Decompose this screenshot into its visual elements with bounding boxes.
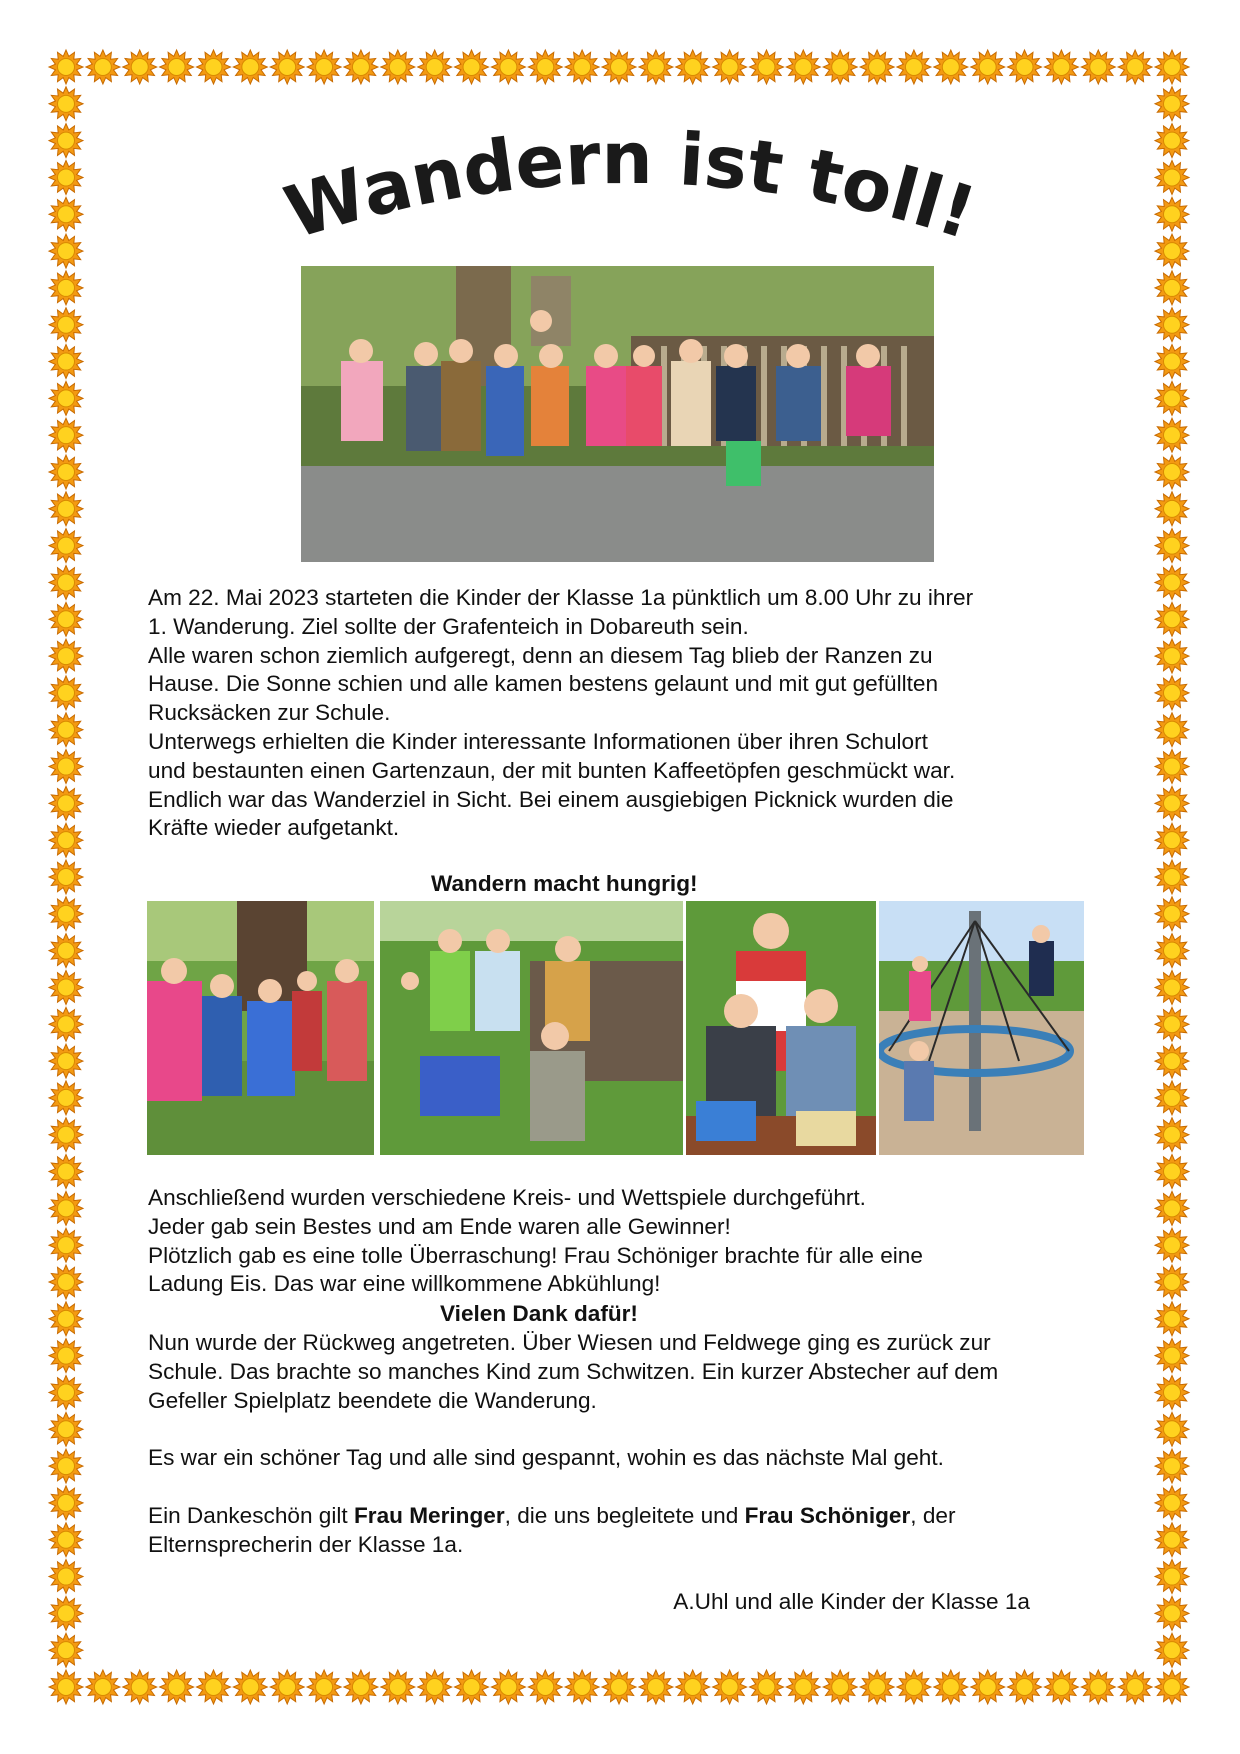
intro-paragraph (148, 584, 1108, 843)
games-line: Jeder gab sein Bestes und am Ende waren alle Gewinner! (148, 1213, 731, 1239)
intro-line: Unterwegs erhielten die Kinder interessante Informationen über ihren Schulort (148, 728, 928, 754)
page-title-text: Wandern ist toll! (275, 118, 986, 256)
sun-icon (1155, 1596, 1189, 1630)
sun-icon (1155, 308, 1189, 342)
sun-icon (49, 529, 83, 563)
picnic-photo-2 (380, 901, 683, 1155)
sun-icon (860, 50, 894, 84)
sun-icon (197, 50, 231, 84)
sun-icon (897, 1670, 931, 1704)
sun-icon (1155, 1412, 1189, 1446)
sun-icon (1155, 639, 1189, 673)
sun-icon (786, 1670, 820, 1704)
sun-icon (1155, 1081, 1189, 1115)
sun-icon (270, 50, 304, 84)
sun-icon (1155, 676, 1189, 710)
sun-icon (1155, 124, 1189, 158)
sun-icon (1155, 971, 1189, 1005)
sun-icon (49, 1670, 83, 1704)
sun-icon (1008, 1670, 1042, 1704)
sun-icon (639, 1670, 673, 1704)
sun-icon (1155, 1191, 1189, 1225)
sun-icon (1155, 1155, 1189, 1189)
ack-text: , der (910, 1503, 956, 1528)
sun-icon (1155, 1560, 1189, 1594)
sun-icon (1044, 1670, 1078, 1704)
acknowledgement-line-2: Elternsprecherin der Klasse 1a. (148, 1531, 464, 1557)
sun-icon (49, 566, 83, 600)
sun-icon (49, 823, 83, 857)
sun-icon (49, 1412, 83, 1446)
sun-icon (49, 676, 83, 710)
sun-icon (49, 1191, 83, 1225)
sun-icon (750, 1670, 784, 1704)
sun-icon (49, 1486, 83, 1520)
sun-icon (676, 50, 710, 84)
sun-icon (1008, 50, 1042, 84)
sun-icon (49, 1302, 83, 1336)
sun-icon (49, 750, 83, 784)
sun-icon (491, 1670, 525, 1704)
sun-icon (1155, 1044, 1189, 1078)
sun-icon (123, 1670, 157, 1704)
sun-icon (197, 1670, 231, 1704)
games-line: Anschließend wurden verschiedene Kreis- und Wettspiele durchgeführt. (148, 1185, 866, 1210)
sun-icon (1155, 87, 1189, 121)
sun-icon (344, 50, 378, 84)
games-paragraph (148, 1184, 1108, 1299)
sun-icon (1155, 161, 1189, 195)
sun-icon (49, 639, 83, 673)
sun-icon (1155, 934, 1189, 968)
sun-icon (49, 786, 83, 820)
acknowledgement-paragraph (148, 1502, 1108, 1560)
intro-line: Kräfte wieder aufgetankt. (148, 815, 400, 841)
sun-icon (491, 50, 525, 84)
sun-icon (1155, 50, 1189, 84)
sun-icon (897, 50, 931, 84)
sun-icon (1155, 381, 1189, 415)
sun-icon (381, 1670, 415, 1704)
playground-photo (879, 901, 1084, 1155)
games-line: Ladung Eis. Das war eine willkommene Abkühlung! (148, 1271, 661, 1297)
sun-icon (307, 1670, 341, 1704)
sun-icon (123, 50, 157, 84)
sun-icon (1155, 1449, 1189, 1483)
sun-icon (381, 50, 415, 84)
sun-icon (1155, 602, 1189, 636)
svg-text:Wandern ist toll! (276, 118, 986, 255)
sun-icon (86, 50, 120, 84)
sun-icon (1155, 418, 1189, 452)
sun-icon (1044, 50, 1078, 84)
picnic-photo-1 (147, 901, 374, 1155)
sun-icon (565, 1670, 599, 1704)
sun-icon (49, 1265, 83, 1299)
sun-icon (49, 50, 83, 84)
sun-icon (713, 1670, 747, 1704)
sun-icon (49, 492, 83, 526)
sun-icon (233, 50, 267, 84)
acknowledgement-line-1 (148, 1502, 1108, 1531)
signature: A.Uhl und alle Kinder der Klasse 1a (673, 1589, 1030, 1614)
sun-icon (1155, 455, 1189, 489)
sun-icon (49, 934, 83, 968)
name-schoeniger: Frau Schöniger (744, 1503, 911, 1528)
page-title (250, 118, 1010, 278)
sun-icon (49, 1376, 83, 1410)
games-line: Plötzlich gab es eine tolle Überraschung! Frau Schöniger brachte für alle eine (148, 1242, 923, 1268)
return-line: Gefeller Spielplatz beendete die Wanderung. (148, 1387, 597, 1413)
sun-icon (270, 1670, 304, 1704)
sun-icon (1155, 1486, 1189, 1520)
sun-icon (1081, 50, 1115, 84)
sun-icon (1155, 823, 1189, 857)
sun-icon (1155, 897, 1189, 931)
return-line: Nun wurde der Rückweg angetreten. Über Wiesen und Feldwege ging es zurück zur (148, 1330, 991, 1355)
sun-icon (49, 1228, 83, 1262)
sun-icon (1081, 1670, 1115, 1704)
sun-icon (1155, 529, 1189, 563)
picnic-photo-3 (686, 901, 876, 1155)
sun-icon (49, 418, 83, 452)
sun-icon (49, 602, 83, 636)
sun-icon (860, 1670, 894, 1704)
sun-icon (49, 713, 83, 747)
thanks-heading: Vielen Dank dafür! (440, 1301, 638, 1326)
sun-icon (1155, 234, 1189, 268)
sun-icon (49, 1155, 83, 1189)
sun-icon (602, 1670, 636, 1704)
sun-icon (49, 308, 83, 342)
sun-icon (49, 1044, 83, 1078)
sun-icon (676, 1670, 710, 1704)
sun-icon (49, 234, 83, 268)
sun-icon (1155, 713, 1189, 747)
sun-icon (49, 1118, 83, 1152)
sun-icon (1155, 271, 1189, 305)
sun-icon (1155, 1228, 1189, 1262)
sun-icon (49, 87, 83, 121)
sun-icon (1155, 1118, 1189, 1152)
sun-icon (455, 50, 489, 84)
sun-icon (49, 197, 83, 231)
intro-line: Am 22. Mai 2023 starteten die Kinder der Klasse 1a pünktlich um 8.00 Uhr zu ihrer (148, 585, 974, 610)
sun-icon (49, 124, 83, 158)
sun-icon (49, 1339, 83, 1373)
sun-icon (49, 971, 83, 1005)
sun-icon (49, 161, 83, 195)
sun-icon (49, 455, 83, 489)
sun-icon (1118, 50, 1152, 84)
sun-icon (418, 50, 452, 84)
sun-icon (86, 1670, 120, 1704)
sun-icon (823, 50, 857, 84)
sun-icon (49, 1523, 83, 1557)
sun-icon (1155, 1376, 1189, 1410)
sun-icon (160, 1670, 194, 1704)
sun-icon (49, 381, 83, 415)
intro-line: Endlich war das Wanderziel in Sicht. Bei einem ausgiebigen Picknick wurden die (148, 786, 954, 812)
sun-icon (307, 50, 341, 84)
sun-icon (49, 1007, 83, 1041)
sun-icon (1155, 750, 1189, 784)
name-meringer: Frau Meringer (353, 1503, 505, 1528)
sun-icon (1155, 1633, 1189, 1667)
sun-icon (1155, 1523, 1189, 1557)
sun-icon (418, 1670, 452, 1704)
sun-icon (1118, 1670, 1152, 1704)
sun-icon (528, 1670, 562, 1704)
group-photo (301, 266, 934, 562)
sun-icon (750, 50, 784, 84)
sun-icon (49, 345, 83, 379)
sun-icon (565, 50, 599, 84)
sun-icon (934, 1670, 968, 1704)
sun-icon (1155, 786, 1189, 820)
sun-icon (971, 50, 1005, 84)
caption-hungry: Wandern macht hungrig! (431, 871, 698, 896)
sun-icon (455, 1670, 489, 1704)
sun-icon (1155, 1007, 1189, 1041)
sun-icon (49, 1449, 83, 1483)
sun-icon (1155, 860, 1189, 894)
sun-icon (233, 1670, 267, 1704)
intro-line: Alle waren schon ziemlich aufgeregt, denn an diesem Tag blieb der Ranzen zu (148, 642, 933, 668)
sun-icon (1155, 1302, 1189, 1336)
sun-icon (49, 271, 83, 305)
intro-line: Hause. Die Sonne schien und alle kamen bestens gelaunt und mit gut gefüllten (148, 671, 939, 697)
sun-icon (1155, 492, 1189, 526)
sun-icon (713, 50, 747, 84)
ack-text: , die uns begleitete und (504, 1503, 745, 1528)
ack-text: Ein Dankeschön gilt (148, 1503, 354, 1528)
sun-icon (49, 860, 83, 894)
sun-icon (1155, 345, 1189, 379)
sun-icon (344, 1670, 378, 1704)
sun-icon (934, 50, 968, 84)
sun-icon (49, 897, 83, 931)
sun-icon (49, 1633, 83, 1667)
sun-icon (639, 50, 673, 84)
sun-icon (602, 50, 636, 84)
sun-icon (786, 50, 820, 84)
return-line: Schule. Das brachte so manches Kind zum Schwitzen. Ein kurzer Abstecher auf dem (148, 1358, 999, 1384)
sun-icon (1155, 1670, 1189, 1704)
intro-line: Rucksäcken zur Schule. (148, 700, 391, 726)
intro-line: und bestaunten einen Gartenzaun, der mit bunten Kaffeetöpfen geschmückt war. (148, 757, 956, 783)
sun-icon (528, 50, 562, 84)
closing-line: Es war ein schöner Tag und alle sind gespannt, wohin es das nächste Mal geht. (148, 1445, 944, 1470)
sun-icon (1155, 197, 1189, 231)
sun-icon (1155, 1339, 1189, 1373)
sun-icon (823, 1670, 857, 1704)
sun-icon (49, 1081, 83, 1115)
sun-icon (160, 50, 194, 84)
intro-line: 1. Wanderung. Ziel sollte der Grafenteich in Dobareuth sein. (148, 613, 749, 639)
return-paragraph (148, 1329, 1108, 1415)
sun-icon (1155, 1265, 1189, 1299)
sun-icon (1155, 566, 1189, 600)
sun-icon (971, 1670, 1005, 1704)
